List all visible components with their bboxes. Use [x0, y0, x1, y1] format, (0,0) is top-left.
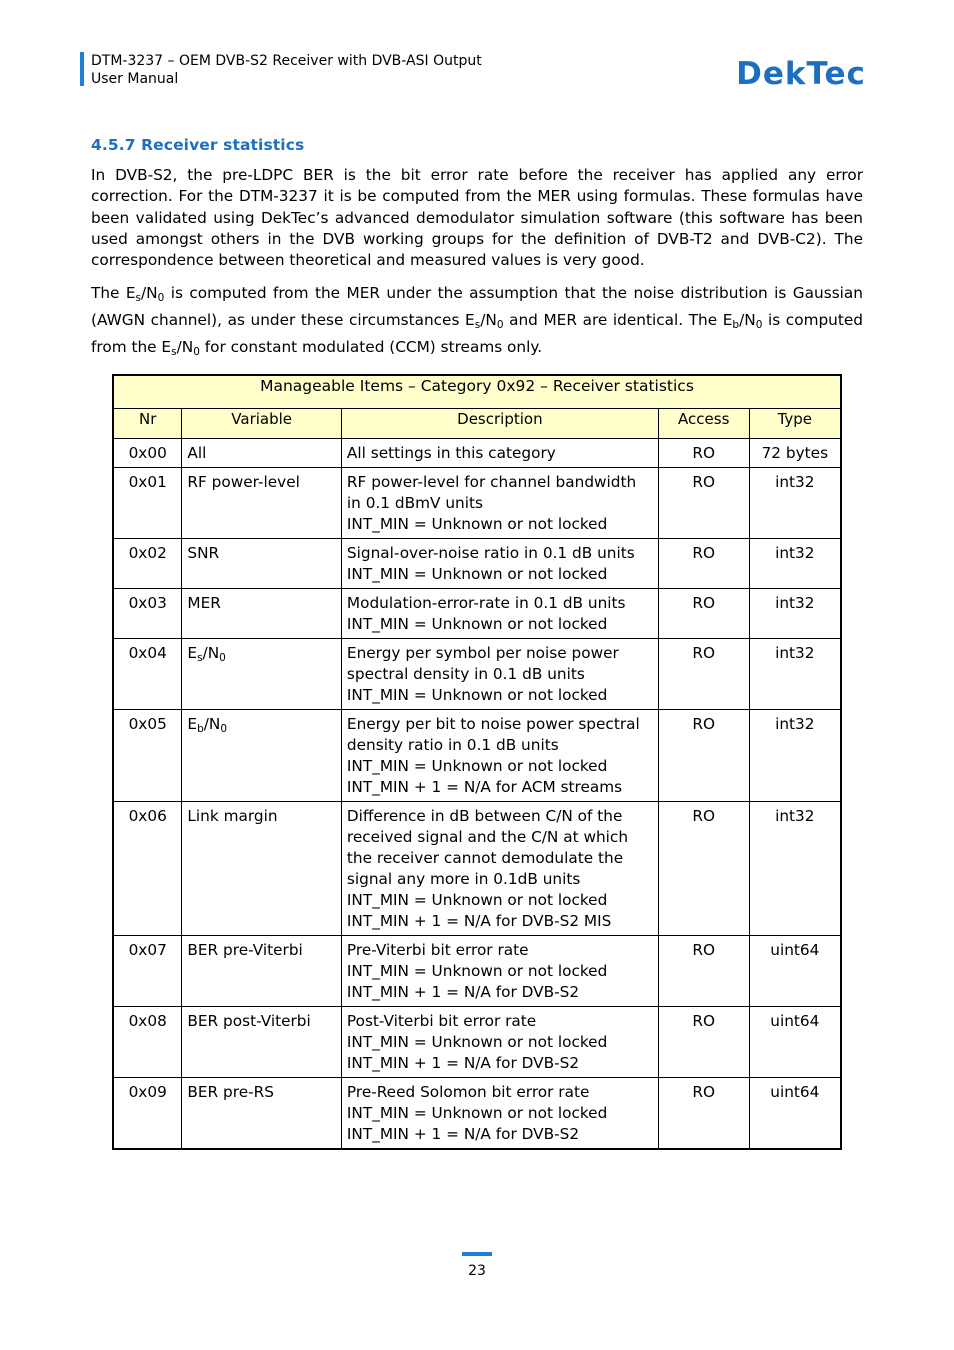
description-line: INT_MIN = Unknown or not locked — [346, 564, 608, 583]
cell-variable: $E_s/N_0$ — [182, 638, 342, 709]
page-header — [80, 52, 870, 92]
column-header-nr: Nr — [113, 408, 182, 438]
cell-variable: MER — [182, 588, 342, 638]
column-header-description: Description — [341, 408, 658, 438]
cell-type: 72 bytes — [749, 438, 841, 467]
cell-access: RO — [658, 1006, 749, 1077]
description-line: the receiver cannot demodulate the — [346, 848, 624, 867]
cell-nr: 0x04 — [113, 638, 182, 709]
description-line: INT_MIN = Unknown or not locked — [346, 685, 608, 704]
table-row — [113, 467, 841, 538]
table-row — [113, 588, 841, 638]
description-line: Pre-Viterbi bit error rate — [346, 940, 529, 959]
cell-description — [341, 935, 658, 1006]
cell-variable: BER post-Viterbi — [182, 1006, 342, 1077]
cell-variable: SNR — [182, 538, 342, 588]
header-text — [91, 52, 482, 88]
cell-access: RO — [658, 438, 749, 467]
cell-access: RO — [658, 1077, 749, 1149]
cell-variable: RF power-level — [182, 467, 342, 538]
cell-variable: Link margin — [182, 801, 342, 935]
table-row — [113, 538, 841, 588]
receiver-statistics-table — [112, 374, 842, 1150]
cell-nr: 0x01 — [113, 467, 182, 538]
cell-access: RO — [658, 588, 749, 638]
description-line: INT_MIN + 1 = N/A for DVB-S2 MIS — [346, 911, 612, 930]
cell-type: uint64 — [749, 935, 841, 1006]
cell-description — [341, 709, 658, 801]
description-line: Signal-over-noise ratio in 0.1 dB units — [346, 543, 635, 562]
cell-nr: 0x02 — [113, 538, 182, 588]
cell-description — [341, 588, 658, 638]
cell-type: int32 — [749, 638, 841, 709]
table-row — [113, 1077, 841, 1149]
cell-description — [341, 467, 658, 538]
cell-access: RO — [658, 709, 749, 801]
column-header-variable: Variable — [182, 408, 342, 438]
cell-variable: $E_b/N_0$ — [182, 709, 342, 801]
document-subtitle: User Manual — [91, 71, 179, 87]
description-line: INT_MIN = Unknown or not locked — [346, 614, 608, 633]
description-line: INT_MIN + 1 = N/A for DVB-S2 — [346, 1124, 580, 1143]
cell-description — [341, 1077, 658, 1149]
description-line: in 0.1 dBmV units — [346, 493, 483, 512]
cell-access: RO — [658, 638, 749, 709]
cell-nr: 0x03 — [113, 588, 182, 638]
table-row — [113, 935, 841, 1006]
column-header-type: Type — [749, 408, 841, 438]
table-row — [113, 638, 841, 709]
description-line: INT_MIN = Unknown or not locked — [346, 1032, 608, 1051]
cell-description — [341, 438, 658, 467]
description-line: INT_MIN = Unknown or not locked — [346, 961, 608, 980]
description-line: INT_MIN + 1 = N/A for DVB-S2 — [346, 982, 580, 1001]
cell-type: int32 — [749, 538, 841, 588]
description-line: density ratio in 0.1 dB units — [346, 735, 559, 754]
cell-type: uint64 — [749, 1006, 841, 1077]
description-line: INT_MIN = Unknown or not locked — [346, 756, 608, 775]
section-title: 4.5.7 Receiver statistics — [91, 136, 305, 154]
description-line: INT_MIN + 1 = N/A for DVB-S2 — [346, 1053, 580, 1072]
description-line: INT_MIN = Unknown or not locked — [346, 1103, 608, 1122]
cell-variable: BER pre-Viterbi — [182, 935, 342, 1006]
description-line: Energy per bit to noise power spectral — [346, 714, 640, 733]
description-line: RF power-level for channel bandwidth — [346, 472, 637, 491]
description-line: INT_MIN = Unknown or not locked — [346, 890, 608, 909]
cell-variable: BER pre-RS — [182, 1077, 342, 1149]
dektec-logo — [736, 55, 866, 91]
cell-nr: 0x08 — [113, 1006, 182, 1077]
description-line: INT_MIN = Unknown or not locked — [346, 514, 608, 533]
description-line: Pre-Reed Solomon bit error rate — [346, 1082, 590, 1101]
description-line: Difference in dB between C/N of the — [346, 806, 623, 825]
cell-description — [341, 538, 658, 588]
page-number: 23 — [468, 1263, 486, 1279]
cell-nr: 0x05 — [113, 709, 182, 801]
table-row — [113, 709, 841, 801]
cell-type: int32 — [749, 588, 841, 638]
cell-variable: All — [182, 438, 342, 467]
cell-access: RO — [658, 467, 749, 538]
table-caption-row — [113, 375, 841, 408]
cell-nr: 0x09 — [113, 1077, 182, 1149]
footer-accent-bar — [462, 1252, 492, 1256]
description-line: received signal and the C/N at which — [346, 827, 629, 846]
description-line: spectral density in 0.1 dB units — [346, 664, 585, 683]
description-line: Energy per symbol per noise power — [346, 643, 619, 662]
description-line: INT_MIN + 1 = N/A for ACM streams — [346, 777, 623, 796]
cell-nr: 0x07 — [113, 935, 182, 1006]
cell-nr: 0x00 — [113, 438, 182, 467]
document-title: DTM-3237 – OEM DVB-S2 Receiver with DVB-ASI Output — [91, 53, 482, 69]
column-header-access: Access — [658, 408, 749, 438]
cell-access: RO — [658, 801, 749, 935]
table-caption: Manageable Items – Category 0x92 – Receiver statistics — [113, 375, 841, 408]
cell-type: int32 — [749, 801, 841, 935]
paragraph-es-n0: The $E_s/N_0$ is computed from the MER under the assumption that the noise distribution is Gaussian (AWGN channel), as under these circumstances $E_s/N_0$ and MER are identical. The $E_b/N_0$ is computed from the $E_s/N_0$ for constant modulated (CCM) streams only. — [91, 284, 864, 359]
logo-text: DekTec — [736, 56, 866, 91]
description-line: All settings in this category — [346, 443, 556, 462]
cell-nr: 0x06 — [113, 801, 182, 935]
table-row — [113, 801, 841, 935]
cell-type: uint64 — [749, 1077, 841, 1149]
cell-type: int32 — [749, 467, 841, 538]
cell-description — [341, 801, 658, 935]
table-header-row — [113, 408, 841, 438]
cell-access: RO — [658, 538, 749, 588]
table-row — [113, 1006, 841, 1077]
description-line: Modulation-error-rate in 0.1 dB units — [346, 593, 626, 612]
table-row — [113, 438, 841, 467]
table-body — [113, 438, 841, 1149]
cell-type: int32 — [749, 709, 841, 801]
section-content — [91, 136, 863, 361]
description-line: Post-Viterbi bit error rate — [346, 1011, 537, 1030]
paragraph-pre-ldpc-ber: In DVB-S2, the pre-LDPC BER is the bit error rate before the receiver has applied any error correction. For the DTM-3237 it is be computed from the MER using formulas. These formulas have been validated using DekTec’s advanced demodulator simulation software (this software has been used amongst others in the DVB working groups for the definition of DVB-T2 and DVB-C2). The correspondence between theoretical and measured values is very good. — [91, 166, 863, 270]
cell-access: RO — [658, 935, 749, 1006]
cell-description — [341, 1006, 658, 1077]
description-line: signal any more in 0.1dB units — [346, 869, 581, 888]
header-accent-bar — [80, 52, 84, 86]
cell-description — [341, 638, 658, 709]
